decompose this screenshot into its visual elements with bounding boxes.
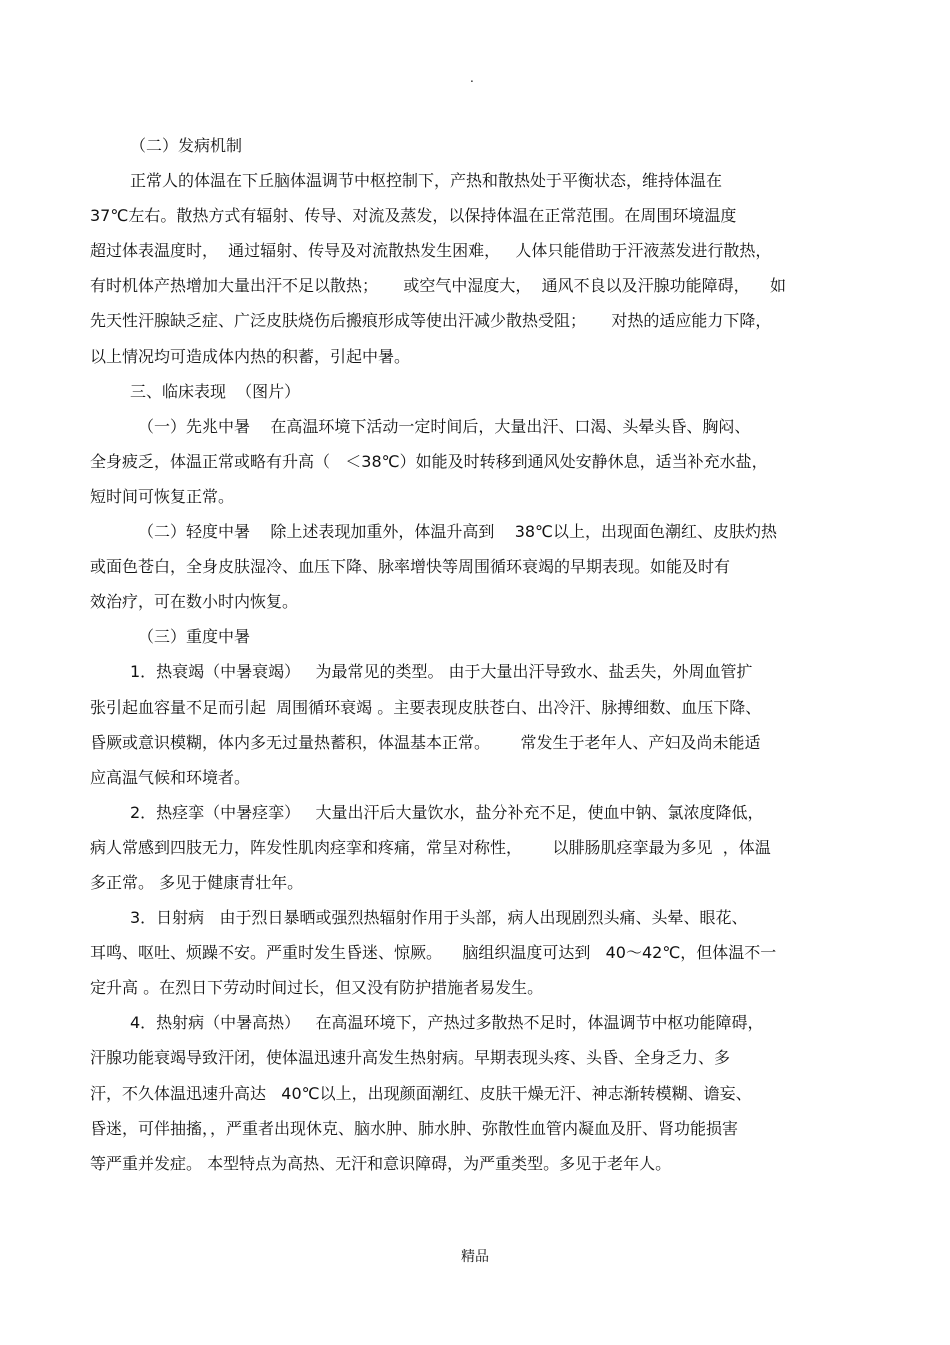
paragraph-line: 先天性汗腺缺乏症、广泛皮肤烧伤后搬痕形成等使出汗减少散热受阻； 对热的适应能力下降， bbox=[90, 311, 772, 331]
paragraph-line: 汗，不久体温迅速升高达 40℃以上，出现颜面潮红、皮肤干燥无汗、神志渐转模糊、谵妄、 bbox=[90, 1083, 752, 1103]
paragraph-line: 3．日射病 由于烈日暴晒或强烈热辐射作用于头部，病人出现剧烈头痛、头晕、眼花、 bbox=[130, 908, 748, 928]
paragraph-line: 正常人的体温在下丘脑体温调节中枢控制下，产热和散热处于平衡状态，维持体温在 bbox=[130, 171, 723, 191]
paragraph-line: 以上情况均可造成体内热的积蓄，引起中暑。 bbox=[90, 346, 411, 366]
paragraph-line: 1．热衰竭（中暑衰竭） 为最常见的类型。 由于大量出汗导致水、盐丢失，外周血管扩 bbox=[130, 662, 753, 682]
paragraph-line: 昏厥或意识模糊，体内多无过量热蓄积，体温基本正常。 常发生于老年人、产妇及尚未能适 bbox=[90, 732, 761, 752]
paragraph-line: 或面色苍白，全身皮肤湿冷、血压下降、脉率增快等周围循环衰竭的早期表现。如能及时有 bbox=[90, 557, 731, 577]
paragraph-line: 定升高 。在烈日下劳动时间过长，但又没有防护措施者易发生。 bbox=[90, 978, 544, 998]
paragraph-line: 病人常感到四肢无力，阵发性肌肉痉挛和疼痛，常呈对称性， 以腓肠肌痉挛最为多见 ，体温 bbox=[90, 837, 771, 857]
paragraph-line: （一）先兆中暑 在高温环境下活动一定时间后，大量出汗、口渴、头晕头昏、胸闷、 bbox=[138, 416, 751, 436]
paragraph-line: 4．热射病（中暑高热） 在高温环境下，产热过多散热不足时，体温调节中枢功能障碍， bbox=[130, 1013, 764, 1033]
paragraph-line: 2．热痉挛（中暑痉挛） 大量出汗后大量饮水，盐分补充不足，使血中钠、氯浓度降低， bbox=[130, 802, 764, 822]
paragraph-line: 37℃左右。散热方式有辐射、传导、对流及蒸发，以保持体温在正常范围。在周围环境温度 bbox=[90, 206, 737, 226]
page-footer: 精品 bbox=[461, 1249, 489, 1265]
paragraph-line: 短时间可恢复正常。 bbox=[90, 486, 235, 506]
section-heading: 三、临床表现 （图片） bbox=[130, 381, 301, 401]
paragraph-line: 汗腺功能衰竭导致汗闭，使体温迅速升高发生热射病。早期表现头疼、头昏、全身乏力、多 bbox=[90, 1048, 731, 1068]
paragraph-line: 全身疲乏，体温正常或略有升高（ ＜38℃）如能及时转移到通风处安静休息，适当补充水盐， bbox=[90, 451, 768, 471]
paragraph-line: 昏迷，可伴抽搐，，严重者出现休克、脑水肿、肺水肿、弥散性血管内凝血及肝、肾功能损害 bbox=[90, 1118, 739, 1138]
paragraph-line: 效治疗，可在数小时内恢复。 bbox=[90, 592, 299, 612]
paragraph-line: 应高温气候和环境者。 bbox=[90, 767, 251, 787]
body-text bbox=[90, 128, 860, 1181]
paragraph-line: （二）轻度中暑 除上述表现加重外，体温升高到 38℃以上，出现面色潮红、皮肤灼热 bbox=[138, 522, 778, 542]
paragraph-line: 超过体表温度时， 通过辐射、传导及对流散热发生困难， 人体只能借助于汗液蒸发进行散热， bbox=[90, 241, 772, 261]
section-heading: （三）重度中暑 bbox=[138, 627, 251, 647]
paragraph-line: 耳鸣、呕吐、烦躁不安。严重时发生昏迷、惊厥。 脑组织温度可达到 40～42℃，但体温不一 bbox=[90, 943, 777, 963]
paragraph-line: 张引起血容量不足而引起 周围循环衰竭 。主要表现皮肤苍白、出冷汗、脉搏细数、血压下降、 bbox=[90, 697, 762, 717]
header-mark: . bbox=[470, 71, 474, 85]
paragraph-line: 有时机体产热增加大量出汗不足以散热； 或空气中湿度大， 通风不良以及汗腺功能障碍， 如 bbox=[90, 276, 786, 296]
paragraph-line: 多正常。 多见于健康青壮年。 bbox=[90, 872, 304, 892]
section-heading: （二）发病机制 bbox=[130, 136, 243, 155]
paragraph-line: 等严重并发症。 本型特点为高热、无汗和意识障碍，为严重类型。多见于老年人。 bbox=[90, 1153, 672, 1173]
